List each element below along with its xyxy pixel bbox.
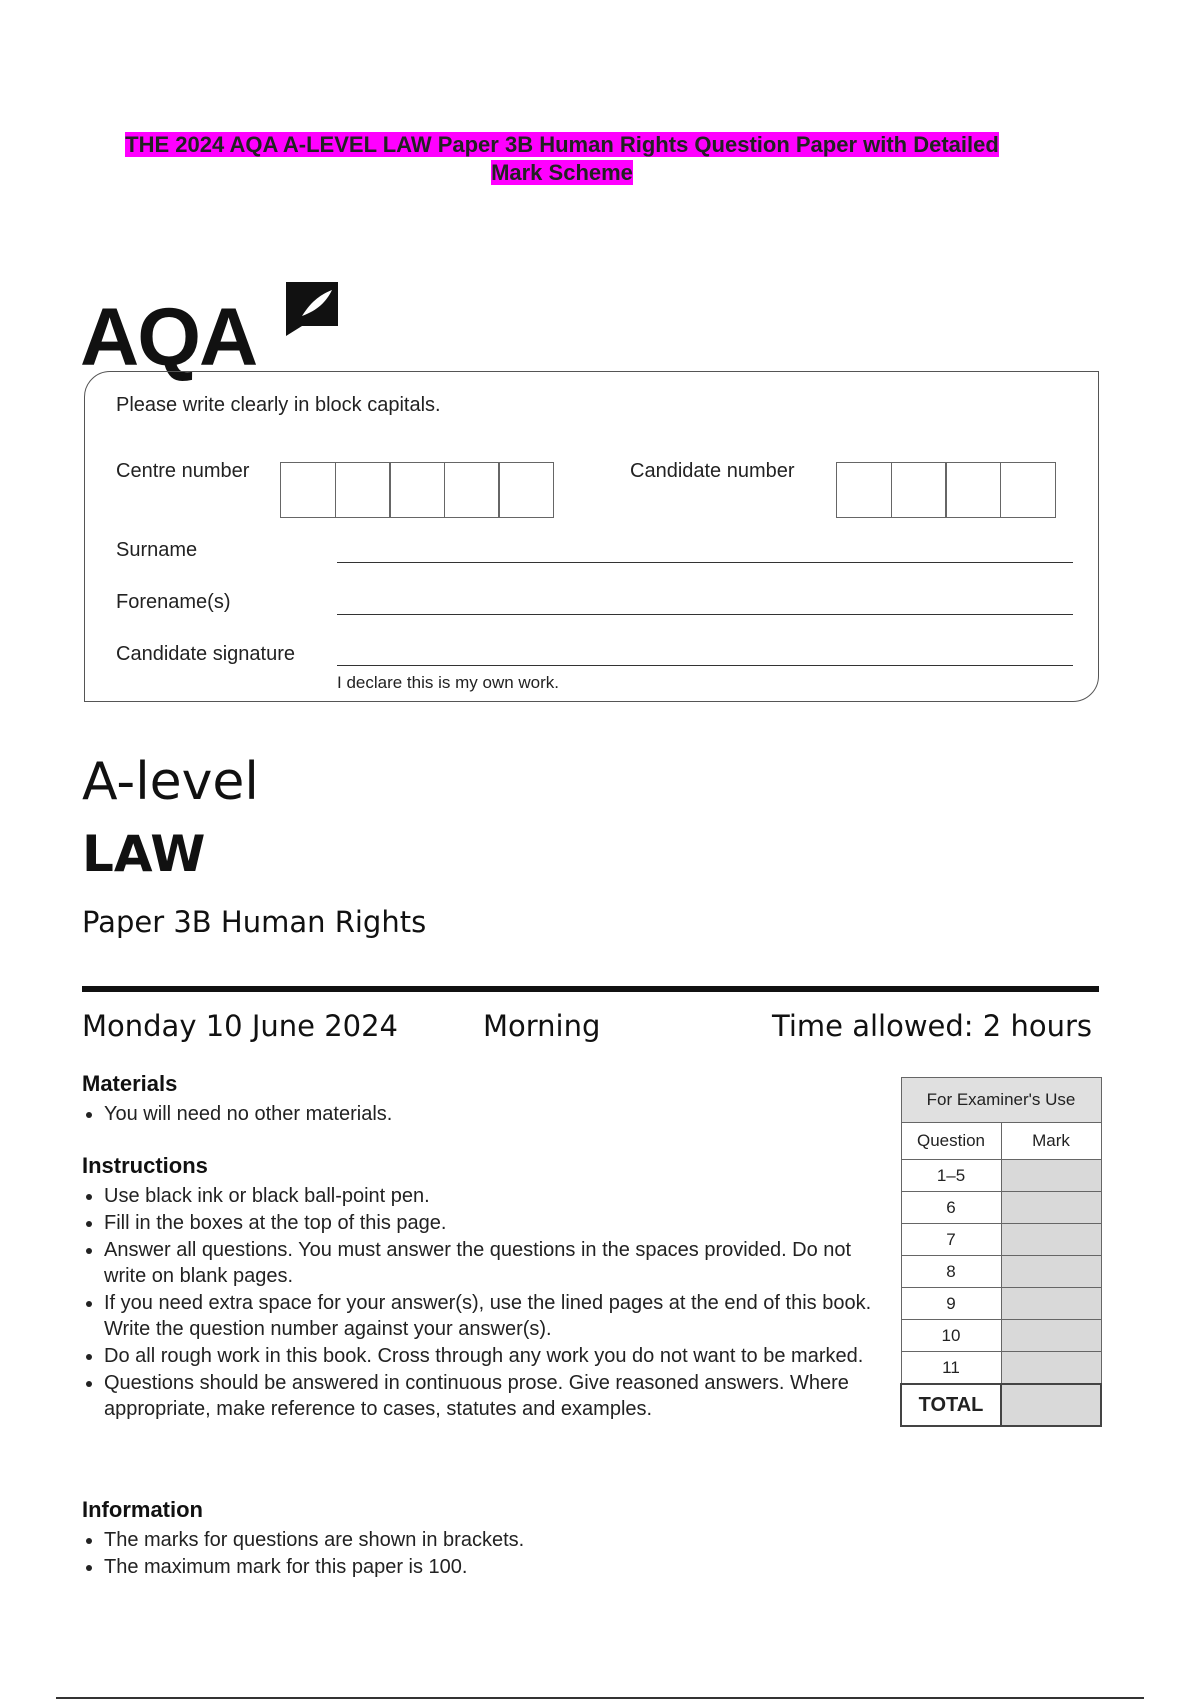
table-row [901, 1256, 1101, 1288]
candidate-digit-box[interactable] [891, 462, 947, 518]
instructions-heading: Instructions [82, 1153, 208, 1178]
qualification-level: A-level [82, 752, 259, 812]
aqa-leaf-icon [282, 278, 342, 338]
time-allowed: Time allowed: 2 hours [772, 1009, 1092, 1043]
table-row [901, 1224, 1101, 1256]
centre-number-boxes[interactable] [280, 462, 553, 518]
table-row [901, 1160, 1101, 1192]
declaration-text: I declare this is my own work. [337, 673, 560, 692]
information-heading: Information [82, 1497, 203, 1522]
candidate-details-box [84, 371, 1099, 702]
list-item: • The marks for questions are shown in brackets. [104, 1527, 882, 1553]
signature-label: Candidate signature [116, 643, 296, 665]
mark-cell [1001, 1224, 1101, 1256]
list-item: • If you need extra space for your answer(s), use the lined pages at the end of this book. Write the question number against your answer(s). [104, 1290, 882, 1342]
banner-line-2: Mark Scheme [491, 160, 633, 185]
examiner-table-title: For Examiner's Use [901, 1078, 1101, 1123]
title-divider [82, 986, 1099, 992]
list-item: • Fill in the boxes at the top of this page. [104, 1210, 882, 1236]
banner-line-1: THE 2024 AQA A-LEVEL LAW Paper 3B Human Rights Question Paper with Detailed [125, 132, 999, 157]
question-number: 11 [901, 1352, 1001, 1385]
question-number: 8 [901, 1256, 1001, 1288]
list-item: • Do all rough work in this book. Cross through any work you do not want to be marked. [104, 1343, 882, 1369]
information-section [82, 1497, 882, 1581]
surname-line[interactable] [337, 562, 1073, 563]
examiner-use-table [900, 1077, 1102, 1427]
centre-digit-box[interactable] [280, 462, 336, 518]
mark-cell [1001, 1160, 1101, 1192]
exam-date: Monday 10 June 2024 [82, 1009, 398, 1043]
total-row [901, 1384, 1101, 1426]
question-number: 9 [901, 1288, 1001, 1320]
centre-number-label: Centre number [116, 460, 250, 482]
total-mark-cell [1001, 1384, 1101, 1426]
centre-digit-box[interactable] [389, 462, 445, 518]
forename-label: Forename(s) [116, 591, 231, 613]
table-row [901, 1352, 1101, 1385]
mark-cell [1001, 1352, 1101, 1385]
mark-cell [1001, 1192, 1101, 1224]
candidate-digit-box[interactable] [1000, 462, 1056, 518]
question-number: 10 [901, 1320, 1001, 1352]
mark-column-header: Mark [1001, 1123, 1101, 1160]
list-item: • The maximum mark for this paper is 100. [104, 1554, 882, 1580]
mark-cell [1001, 1256, 1101, 1288]
surname-label: Surname [116, 539, 198, 561]
table-row [901, 1192, 1101, 1224]
mark-cell [1001, 1288, 1101, 1320]
forename-line[interactable] [337, 614, 1073, 615]
centre-digit-box[interactable] [335, 462, 391, 518]
total-label: TOTAL [901, 1384, 1001, 1426]
question-number: 6 [901, 1192, 1001, 1224]
materials-section [82, 1071, 882, 1128]
list-item: • Answer all questions. You must answer the questions in the spaces provided. Do not write on blank pages. [104, 1237, 882, 1289]
table-row [901, 1288, 1101, 1320]
document-title-banner [72, 131, 1052, 187]
candidate-digit-box[interactable] [945, 462, 1001, 518]
question-number: 1–5 [901, 1160, 1001, 1192]
exam-session: Morning [483, 1009, 601, 1043]
materials-heading: Materials [82, 1071, 178, 1096]
mark-cell [1001, 1320, 1101, 1352]
subject-title: LAW [82, 825, 206, 883]
paper-title: Paper 3B Human Rights [82, 905, 427, 939]
instructions-section [82, 1153, 882, 1423]
question-column-header: Question [901, 1123, 1001, 1160]
candidate-number-label: Candidate number [630, 460, 795, 482]
aqa-logo [80, 278, 350, 383]
page-footer-rule [56, 1697, 1144, 1699]
signature-line[interactable] [337, 665, 1073, 666]
centre-digit-box[interactable] [444, 462, 500, 518]
list-item: • Questions should be answered in continuous prose. Give reasoned answers. Where appropriate, make reference to cases, statutes and examples. [104, 1370, 882, 1422]
list-item: • Use black ink or black ball-point pen. [104, 1183, 882, 1209]
centre-digit-box[interactable] [498, 462, 554, 518]
block-capitals-instruction: Please write clearly in block capitals. [116, 394, 441, 416]
table-row [901, 1320, 1101, 1352]
list-item: • You will need no other materials. [104, 1101, 882, 1127]
aqa-logo-text: AQA [80, 292, 257, 383]
candidate-number-boxes[interactable] [836, 462, 1054, 518]
candidate-digit-box[interactable] [836, 462, 892, 518]
question-number: 7 [901, 1224, 1001, 1256]
